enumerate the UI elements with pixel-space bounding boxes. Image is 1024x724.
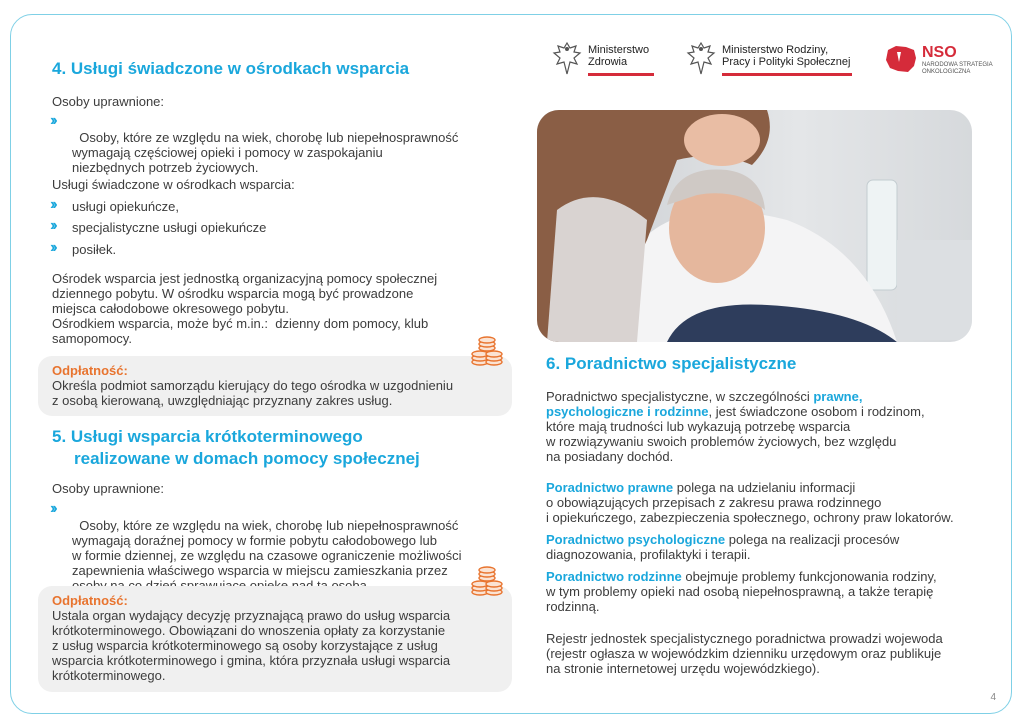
section-5-fee-label: Odpłatność:	[52, 593, 128, 608]
logo-nso-text: NSO	[922, 44, 957, 61]
caregiver-photo	[537, 110, 972, 342]
logo-nso	[884, 44, 994, 80]
section-6-legal: Poradnictwo prawne polega na udzielaniu informacji o obowiązujących przepisach z zakresu prawa rodzinnego i opiekuńczego, zabezpieczenia społecznego, ochrony praw lokatorów.	[546, 480, 954, 525]
section-4-services-label: Usługi świadczone w ośrodkach wsparcia:	[52, 177, 295, 192]
section-4-fee-label: Odpłatność:	[52, 363, 128, 378]
section-4-service-item: ›› usługi opiekuńcze,	[50, 196, 179, 214]
chevron-right-icon: ››	[50, 196, 55, 213]
logo-redline	[588, 73, 654, 76]
section-4-fee-text: Określa podmiot samorządu kierujący do tego ośrodka w uzgodnieniu z osobą kierowaną, uwzględniając przyznany zakres usług.	[52, 378, 454, 408]
eagle-emblem-icon	[552, 40, 582, 76]
section-4-paragraph: Ośrodek wsparcia jest jednostką organizacyjną pomocy społecznej dziennego pobytu. W ośrodku wsparcia mogą być prowadzone miejsca całodobowe okresowego pobytu. Ośrodkiem wsparcia, może być m.in.: dzienny dom pomocy, klub samopomocy.	[52, 271, 438, 346]
section-6-family: Poradnictwo rodzinne obejmuje problemy funkcjonowania rodziny, w tym problemy opieki nad osobą niepełnosprawną, a także terapię rodzinną.	[546, 569, 937, 614]
section-4-service-item: ›› posiłek.	[50, 239, 117, 257]
chevron-right-icon: ››	[50, 112, 55, 129]
section-6-psychological: Poradnictwo psychologiczne polega na realizacji procesów diagnozowania, profilaktyki i terapii.	[546, 532, 900, 562]
section-6-heading: 6. Poradnictwo specjalistyczne	[546, 354, 797, 373]
section-4-eligible-item: ›› Osoby, które ze względu na wiek, chorobę lub niepełnosprawność wymagają częściowej opieki i pomocy w zaspokajaniu niezbędnych potrzeb życiowych.	[50, 112, 459, 175]
section-5-fee	[52, 593, 450, 683]
chevron-right-icon: ››	[50, 500, 55, 517]
chevron-right-icon: ››	[50, 217, 55, 234]
section-4-eligible-label: Osoby uprawnione:	[52, 94, 165, 109]
coins-icon	[470, 336, 504, 368]
section-6-intro: Poradnictwo specjalistyczne, w szczególności prawne, psychologiczne i rodzinne, jest świadczone osobom i rodzinom, które mają trudności lub wykazują potrzebę wsparcia w rozwiązywaniu swoich problemów życiowych, bez względu na posiadany dochód.	[546, 389, 925, 464]
logo-nso-subtext: NARODOWA STRATEGIA ONKOLOGICZNA	[922, 62, 993, 75]
poland-map-icon	[884, 44, 918, 74]
section-4-heading: 4. Usługi świadczone w ośrodkach wsparcia	[52, 59, 410, 78]
section-6-registry: Rejestr jednostek specjalistycznego poradnictwa prowadzi wojewoda (rejestr ogłasza w wojewódzkim dzienniku urzędowym oraz publikuje na stronie internetowej urzędu wojewódzkiego).	[546, 631, 943, 676]
chevron-right-icon: ››	[50, 239, 55, 256]
coins-icon	[470, 566, 504, 598]
section-5-heading: 5. Usługi wsparcia krótkoterminowego realizowane w domach pomocy społecznej	[52, 427, 420, 468]
section-4-fee	[52, 363, 453, 408]
section-5-eligible-item: ›› Osoby, które ze względu na wiek, chorobę lub niepełnosprawność wymagają doraźnej pomocy w formie pobytu całodobowego lub w formie dziennej, ze względu na czasowe ograniczenie możliwości zapewnienia właściwego wsparcia w miejscu zamieszkania przez	[50, 500, 462, 578]
eagle-emblem-icon	[686, 40, 716, 76]
section-5-eligible-label: Osoby uprawnione:	[52, 481, 165, 496]
section-4-service-item: ›› specjalistyczne usługi opiekuńcze	[50, 217, 267, 235]
logo-mrpips-text: Ministerstwo Rodziny, Pracy i Polityki Społecznej	[722, 44, 851, 68]
logo-ministerstwo-zdrowia-text: Ministerstwo Zdrowia	[588, 44, 650, 68]
section-5-fee-text: Ustala organ wydający decyzję przyznającą prawo do usług wsparcia krótkoterminowego. Obowiązani do wnoszenia opłaty za korzystanie z usług wsparcia krótkoterminowego są osoby korzystające z usług wsparcia krótkoterminowego i gmina, która przyznała usługi wsparcia krótkoterminowego.	[52, 608, 451, 683]
logo-redline	[722, 73, 852, 76]
page-number: 4	[990, 692, 996, 703]
logo-mrpips	[686, 40, 866, 80]
logo-ministerstwo-zdrowia	[552, 40, 662, 80]
